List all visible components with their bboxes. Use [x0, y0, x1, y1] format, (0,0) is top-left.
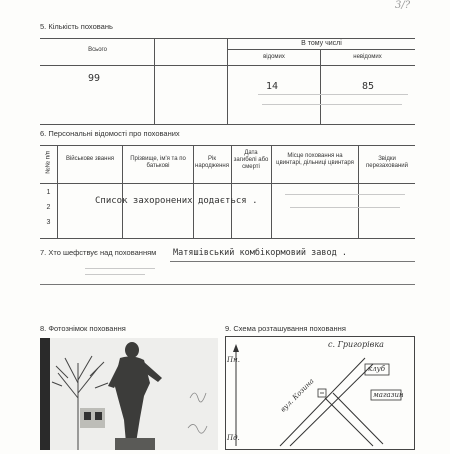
- total-label: Всього: [88, 47, 107, 53]
- section6-col-2: [122, 145, 123, 238]
- known-value: 14: [266, 81, 279, 92]
- section5-sub-rule: [228, 49, 415, 50]
- bleed-through-line: [85, 274, 145, 275]
- page-number: 3/?: [395, 0, 411, 11]
- section6-bottom-rule: [40, 238, 415, 239]
- section6-col-3: [193, 145, 194, 238]
- typed-note: Список захоронених додається .: [95, 196, 258, 206]
- in-that-number-label: В тому числі: [301, 40, 342, 47]
- header-burial-place: Місце поховання на цвинтарі, дільниці цвинтаря: [276, 153, 354, 166]
- section6-col-6: [358, 145, 359, 238]
- header-origin: Звідки перезахований: [366, 156, 408, 169]
- section7-line: [170, 261, 415, 262]
- section9-title: 9. Схема розташування поховання: [225, 324, 346, 333]
- row-number-2: 2: [46, 204, 51, 211]
- label-street: вул. Козина: [279, 377, 316, 414]
- patron-value: Матяшівський комбікормовий завод .: [173, 248, 347, 258]
- bleed-through-line: [262, 104, 402, 105]
- section6-col-5: [271, 145, 272, 238]
- label-shop: магазин: [373, 391, 404, 399]
- bleed-through-line: [290, 207, 400, 208]
- header-name: Прізвище, ім'я та по батькові: [130, 156, 186, 169]
- section6-col-1: [57, 145, 58, 238]
- header-birth-year: Рік народження: [195, 156, 229, 169]
- section6-col-4: [231, 145, 232, 238]
- section6-title: 6. Персональні відомості про похованих: [40, 129, 180, 138]
- unknown-label: невідомих: [353, 54, 382, 60]
- row-number-3: 3: [46, 219, 51, 226]
- section7-bottom-rule: [40, 284, 415, 285]
- unknown-value: 85: [362, 81, 375, 92]
- label-village: с. Григорівка: [328, 340, 384, 349]
- location-scheme: [225, 336, 415, 450]
- known-label: відомих: [263, 54, 285, 60]
- section5-bottom-rule: [40, 124, 415, 125]
- section5-col-3: [320, 49, 321, 124]
- label-south: Пд.: [227, 434, 240, 442]
- total-value: 99: [88, 73, 101, 84]
- section5-title: 5. Кількість поховань: [40, 22, 113, 31]
- bleed-through-line: [285, 194, 405, 195]
- header-rank: Військове звання: [65, 156, 115, 162]
- section5-col-1: [154, 38, 155, 124]
- bleed-through-line: [258, 94, 408, 95]
- section8-title: 8. Фотознімок поховання: [40, 324, 126, 333]
- label-club: клуб: [368, 365, 385, 373]
- bleed-through-line: [85, 268, 155, 269]
- label-north: Пн.: [227, 356, 240, 364]
- header-number: №№ п/п: [45, 151, 52, 174]
- row-number-1: 1: [46, 189, 51, 196]
- section7-title: 7. Хто шефствує над похованням: [40, 248, 157, 257]
- header-death-date: Дата загибелі або смерті: [233, 150, 269, 170]
- section5-col-2: [227, 38, 228, 124]
- burial-photo: [40, 338, 218, 450]
